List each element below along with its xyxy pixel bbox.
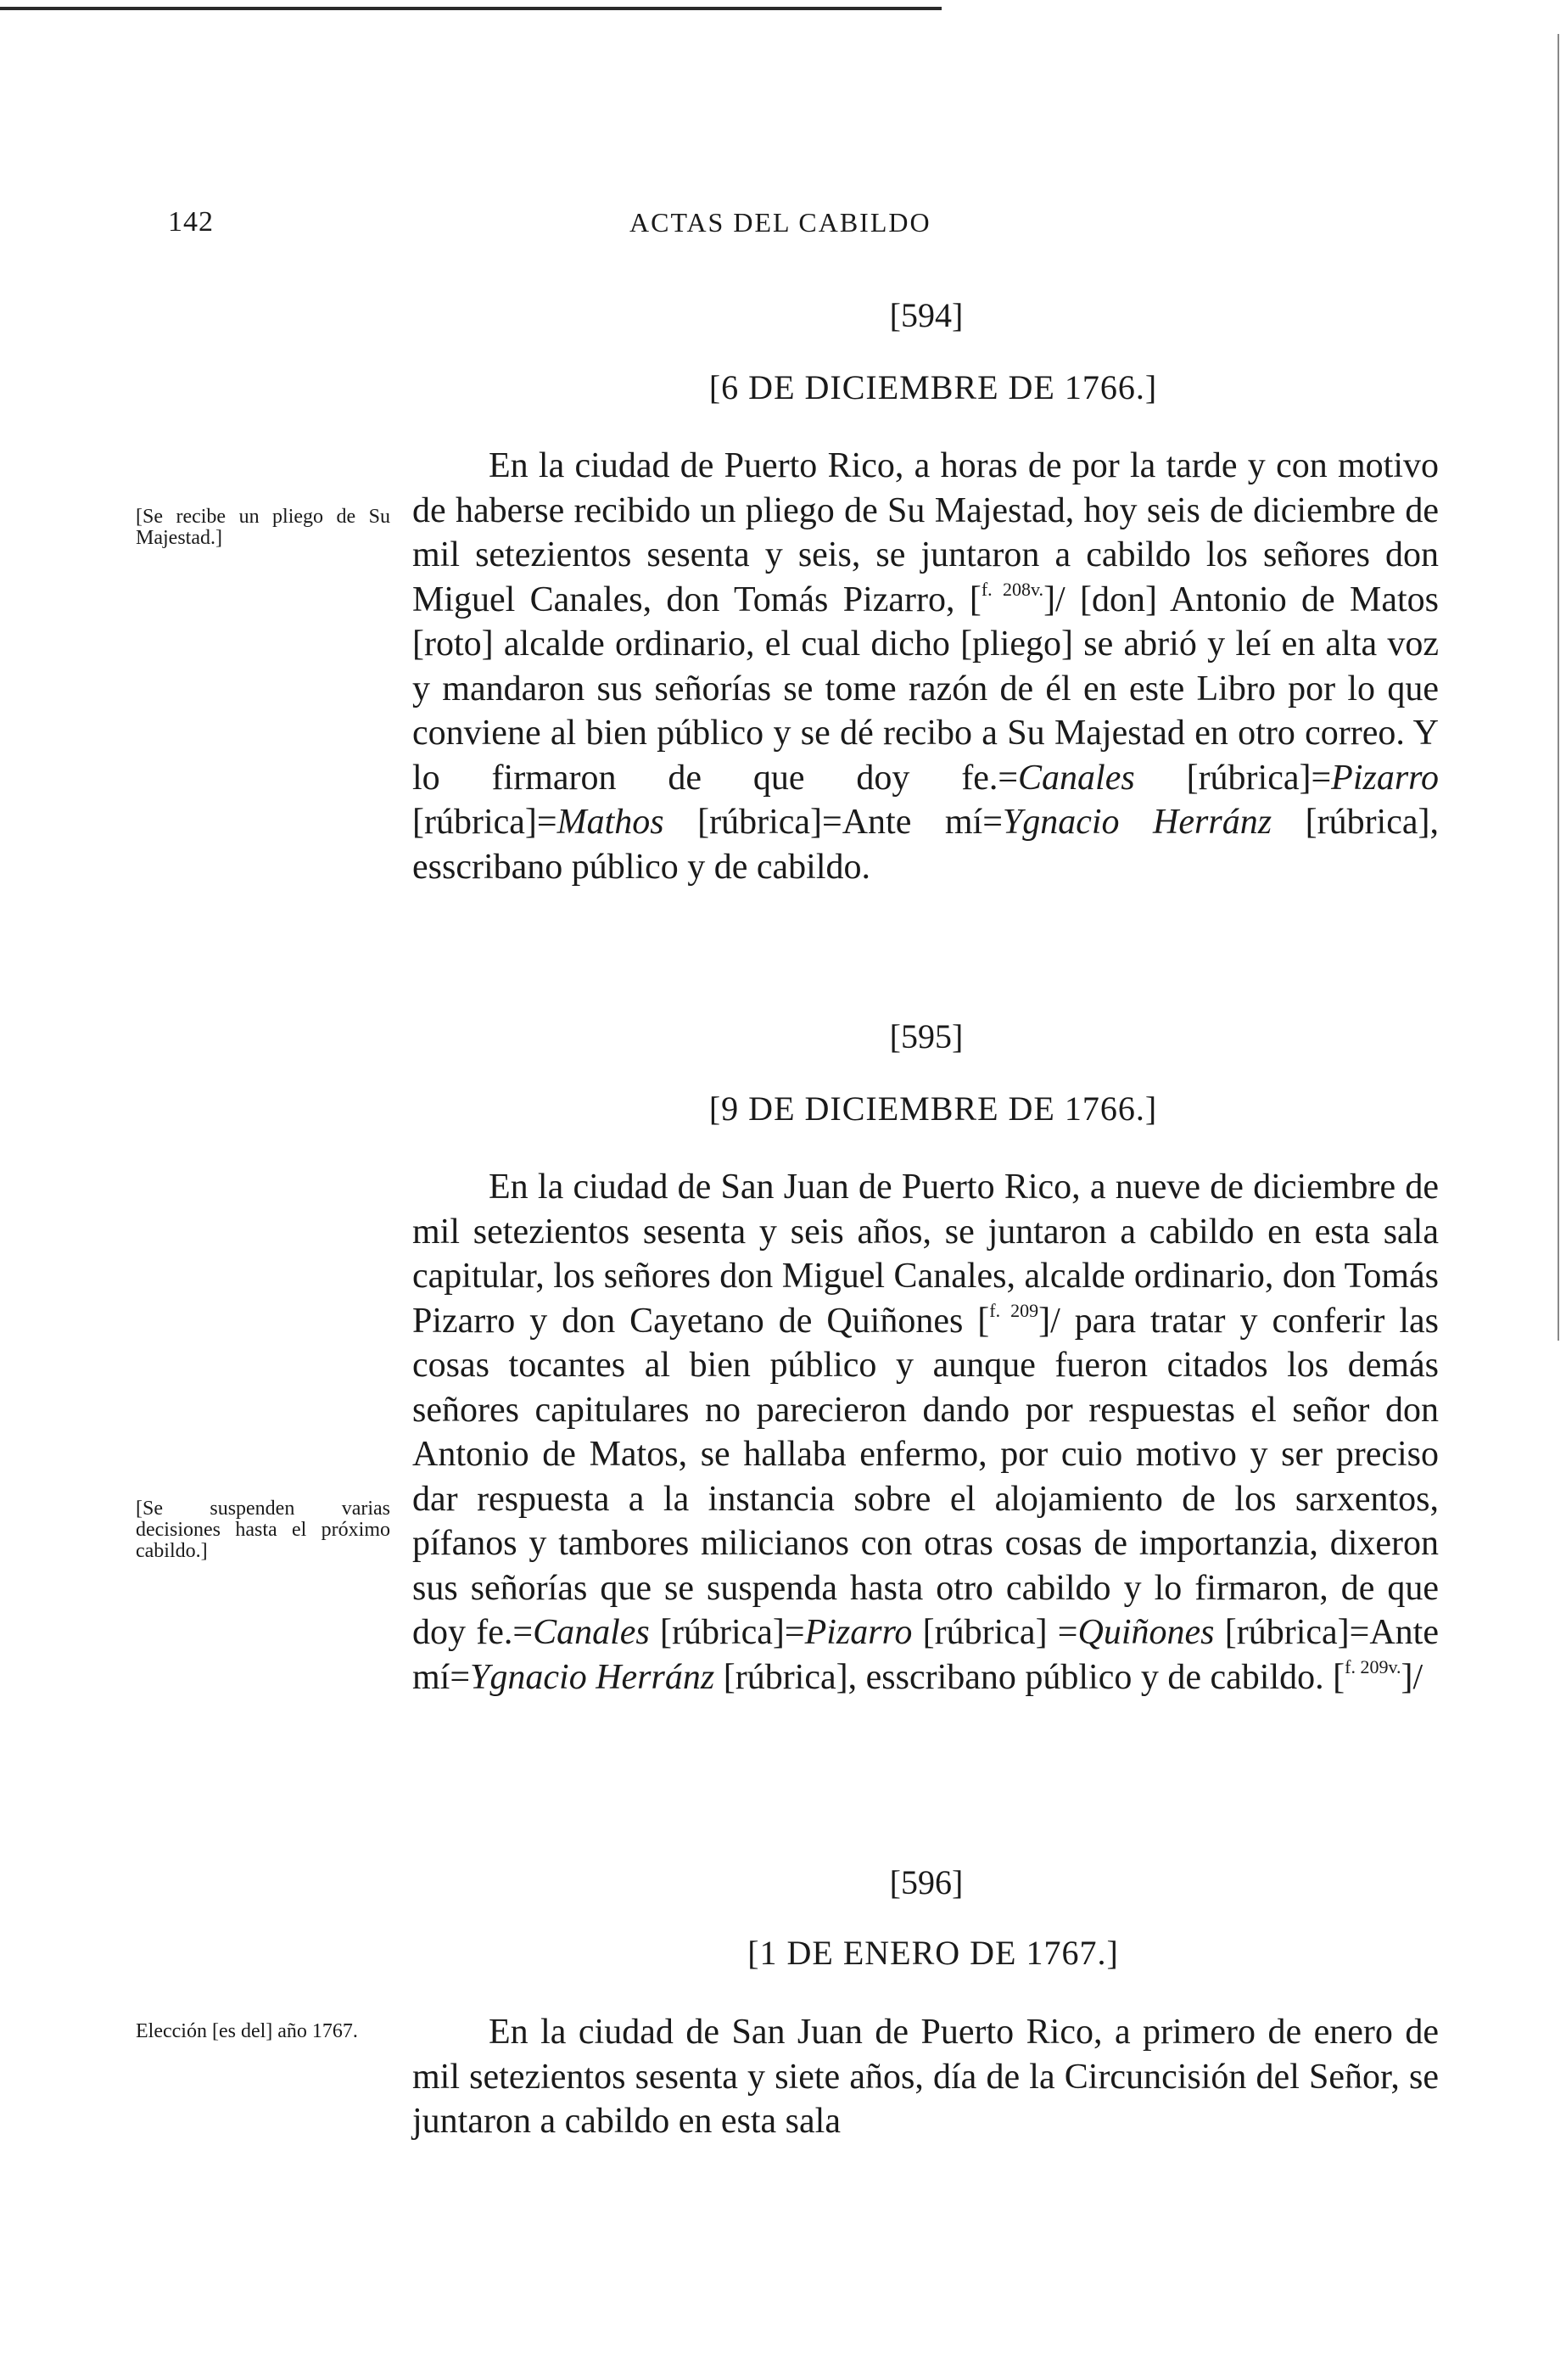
- entry-594-text: En la ciudad de Puerto Rico, a horas de por la tarde y con motivo de haberse recibido un pliego de Su Majestad, hoy seis de diciembre de mil setezientos sesenta y seis, se juntaron a cabildo los señores don Miguel Canales, don Tomás Pizarro, [$^{f. 208v.}$]/ [don] Antonio de Matos [roto] alcalde ordinario, el cual dicho [pliego] se abrió y leí en alta voz y mandaron sus señorías se tome razón de él en este Libro por lo que conviene al bien público y se dé recibo a Su Majestad en otro correo. Y lo firmaron de que doy fe.=Canales [rúbrica]=Pizarro [rúbrica]=Mathos [rúbrica]=Ante mí=Ygnacio Herránz [rúbrica], esscribano público y de cabildo.: [412, 446, 1440, 887]
- entry-595-marginal-note: [Se suspenden varias decisiones hasta el próximo cabildo.]: [136, 1498, 390, 1562]
- entry-594-date: [6 DE DICIEMBRE DE 1766.]: [708, 368, 1158, 406]
- entry-595-date: [9 DE DICIEMBRE DE 1766.]: [708, 1089, 1158, 1128]
- scan-edge-line: [1558, 34, 1559, 1341]
- entry-596-date: [1 DE ENERO DE 1767.]: [747, 1934, 1119, 1972]
- top-rule: [0, 7, 942, 10]
- entry-595-text: En la ciudad de San Juan de Puerto Rico, a nueve de diciembre de mil setezientos sesenta y seis años, se juntaron a cabildo en esta sala capitular, los señores don Miguel Canales, alcalde ordinario, don Tomás Pizarro y don Cayetano de Quiñones [$^{f. 209}$]/ para tratar y conferir las cosas tocantes al bien público y aunque fueron citados los demás señores capitulares no parecieron dando por respuestas el señor don Antonio de Matos, se hallaba enfermo, por cuio motivo y ser preciso dar respuesta a la instancia sobre el alojamiento de los sarxentos, pífanos y tambores milicianos con otras cosas de importanzia, dixeron sus señorías que se suspenda hasta otro cabildo y lo firmaron, de que doy fe.=Canales [rúbrica]=Pizarro [rúbrica] =Quiñones [rúbrica]=Ante mí=Ygnacio Herránz [rúbrica], esscribano público y de cabildo. [$^{f. 209v.}$]/: [412, 1168, 1439, 1697]
- entry-595-number: [595]: [889, 1017, 964, 1056]
- running-head: ACTAS DEL CABILDO: [629, 207, 931, 238]
- entry-596-number: [596]: [889, 1863, 964, 1901]
- page-number: 142: [168, 206, 214, 238]
- entry-594-number: [594]: [889, 296, 964, 334]
- entry-596-text: En la ciudad de San Juan de Puerto Rico, a primero de enero de mil setezientos sesenta y siete años, día de la Circuncisión del Señor, se juntaron a cabildo en esta sala: [412, 2013, 1439, 2141]
- entry-596-marginal-note: Elección [es del] año 1767.: [136, 2020, 358, 2042]
- entry-594-marginal-note: [Se recibe un pliego de Su Majestad.]: [136, 506, 390, 549]
